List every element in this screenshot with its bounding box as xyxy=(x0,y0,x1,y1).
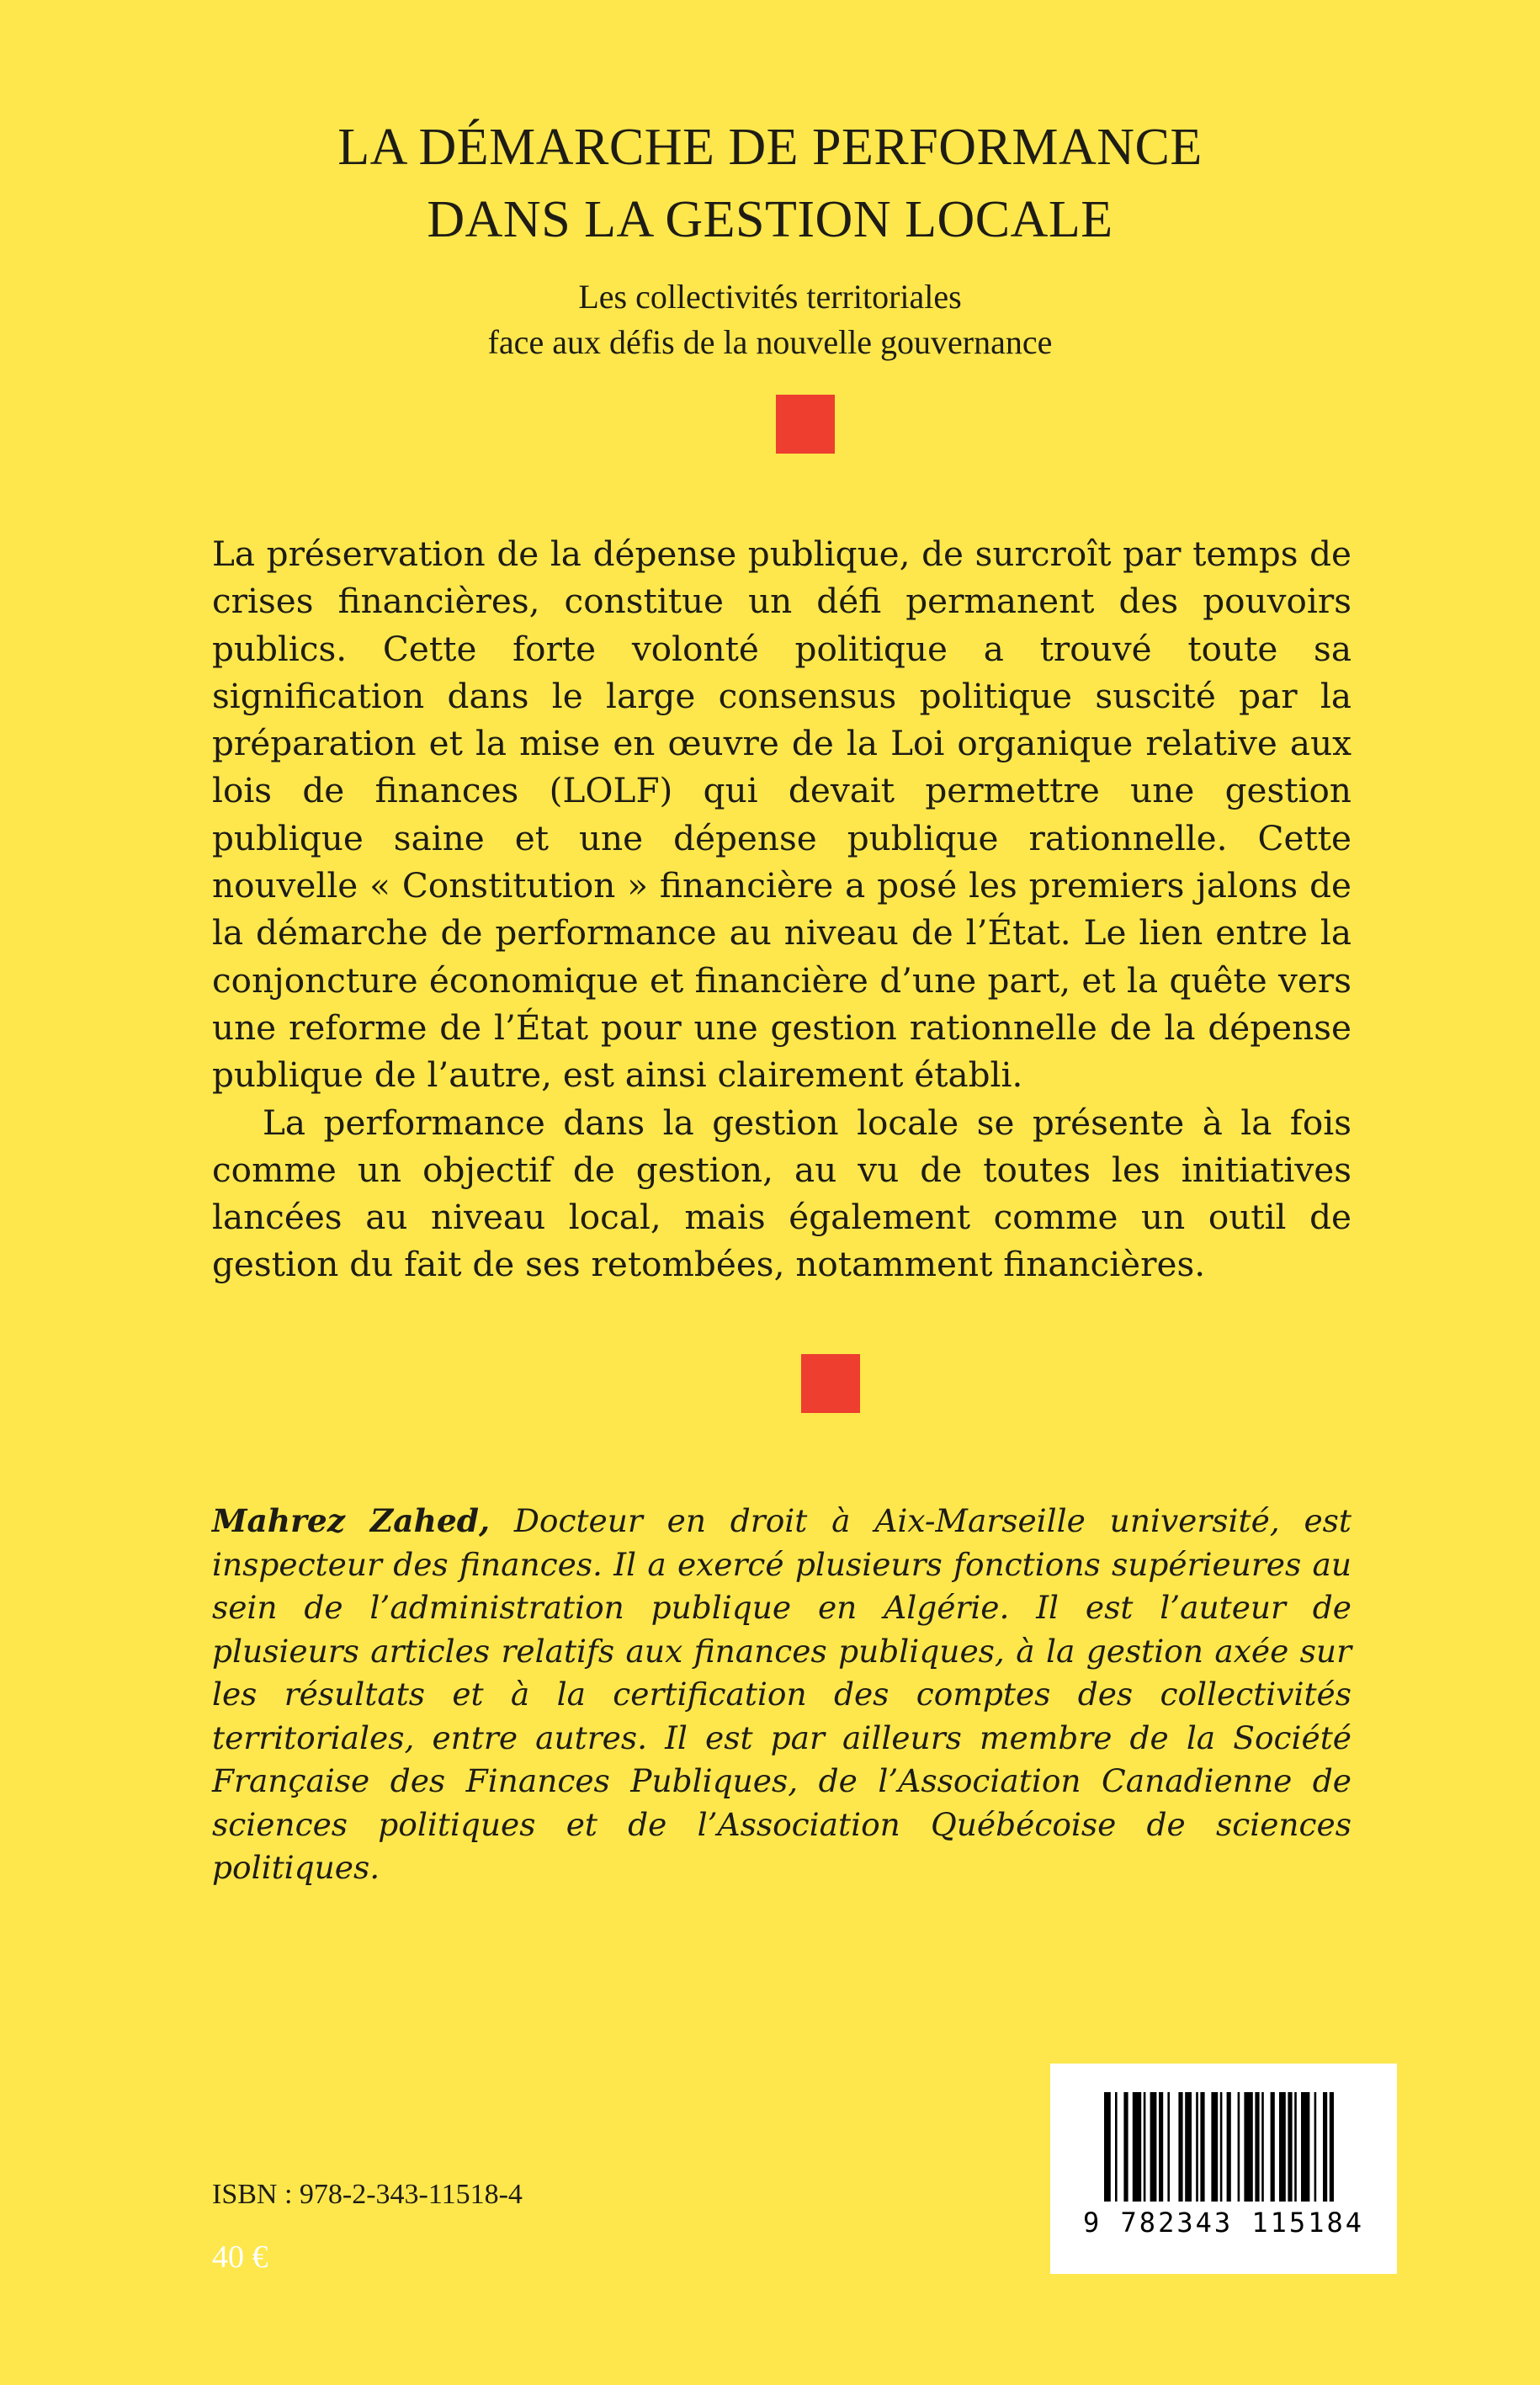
barcode-bar xyxy=(1323,2092,1327,2202)
barcode-bar xyxy=(1238,2092,1240,2202)
author-bio xyxy=(212,1500,1351,1890)
book-title xyxy=(0,111,1540,256)
barcode-bar xyxy=(1159,2092,1163,2202)
barcode-bar xyxy=(1115,2092,1118,2202)
barcode-bar xyxy=(1200,2092,1204,2202)
barcode-bar xyxy=(1185,2092,1192,2202)
barcode-bar xyxy=(1133,2092,1141,2202)
barcode-bar xyxy=(1196,2092,1198,2202)
blurb-paragraph-2: La performance dans la gestion locale se présente à la fois comme un objectif de gestion, au vu de toutes les initiatives lancées au niveau local, mais également comme un outil de gestion du fait de ses retombées, notamment financières. xyxy=(212,1102,1351,1285)
barcode-bar xyxy=(1271,2092,1275,2202)
barcode-bar xyxy=(1150,2092,1157,2202)
title-line-2: DANS LA GESTION LOCALE xyxy=(427,191,1113,248)
book-blurb xyxy=(212,530,1351,1288)
barcode-bar xyxy=(1301,2092,1309,2202)
isbn: ISBN : 978-2-343-11518-4 xyxy=(212,2179,523,2210)
blurb-paragraph-1: La préservation de la dépense publique, de surcroît par temps de crises financières, constitue un défi permanent des pouvoirs publics. Cette forte volonté politique a trouvé toute sa signification dans le large consensus politique suscité par la préparation et la mise en œuvre de la Loi organique relative aux lois de finances (LOLF) qui devait permettre une gestion publique saine et une dépense publique rationnelle. Cette nouvelle « Constitution » financière a posé les premiers jalons de la démarche de performance au niveau de l’État. Le lien entre la conjoncture économique et financière d’une part, et la quête vers une reforme de l’État pour une gestion rationnelle de la dépense publique de l’autre, est ainsi clairement établi. xyxy=(212,534,1351,1096)
book-subtitle xyxy=(0,274,1540,365)
barcode-bar xyxy=(1167,2092,1170,2202)
red-square-ornament-2 xyxy=(801,1354,860,1413)
barcode-bar xyxy=(1123,2092,1128,2202)
barcode-bar xyxy=(1144,2092,1146,2202)
barcode-number: 9 782343 115184 xyxy=(1083,2207,1364,2239)
barcode-bar xyxy=(1294,2092,1297,2202)
red-square-ornament xyxy=(776,395,835,454)
barcode-bar xyxy=(1178,2092,1182,2202)
barcode-bar xyxy=(1314,2092,1317,2202)
barcode-bar xyxy=(1227,2092,1231,2202)
barcode-bar xyxy=(1255,2092,1259,2202)
author-bio-text: Docteur en droit à Aix-Marseille université, est inspecteur des finances. Il a exercé plusieurs fonctions supérieures au sein de l’administration publique en Algérie. Il est l’auteur de plusieurs articles relatifs aux finances publiques, à la gestion axée sur les résultats et à la certification des comptes des collectivités territoriales, entre autres. Il est par ailleurs membre de la Société Française des Finances Publiques, de l’Association Canadienne de sciences politiques et de l’Association Québécoise de sciences politiques. xyxy=(212,1502,1351,1886)
barcode-bar xyxy=(1288,2092,1292,2202)
barcode-bar xyxy=(1261,2092,1264,2202)
subtitle-line-2: face aux défis de la nouvelle gouvernance xyxy=(487,323,1053,361)
barcode-bar xyxy=(1279,2092,1286,2202)
title-line-1: LA DÉMARCHE DE PERFORMANCE xyxy=(337,119,1203,176)
barcode-bar xyxy=(1244,2092,1252,2202)
barcode-bar xyxy=(1220,2092,1223,2202)
barcode-bar xyxy=(1330,2092,1334,2202)
author-name: Mahrez Zahed, xyxy=(212,1502,491,1539)
barcode-bars xyxy=(1104,2092,1343,2202)
subtitle-line-1: Les collectivités territoriales xyxy=(578,278,962,316)
price: 40 € xyxy=(212,2239,268,2275)
barcode-bar xyxy=(1104,2092,1111,2202)
barcode xyxy=(1050,2064,1397,2274)
barcode-bar xyxy=(1211,2092,1218,2202)
